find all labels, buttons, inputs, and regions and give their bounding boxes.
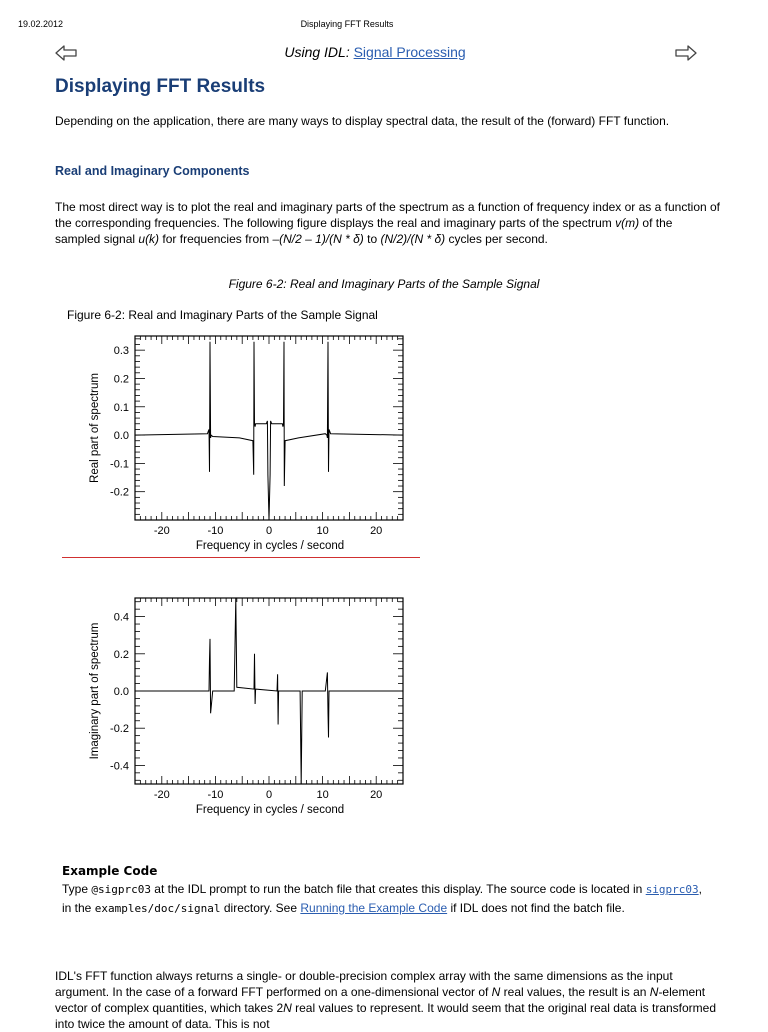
running-example-code-link[interactable]: Running the Example Code — [300, 901, 448, 915]
x-tick-label: 10 — [316, 789, 329, 801]
batch-command: @sigprc03 — [91, 883, 151, 896]
y-tick-label: 0.4 — [113, 611, 129, 624]
plot-frame — [135, 336, 403, 520]
imaginary-part-chart — [80, 594, 420, 819]
example-text: if IDL does not find the batch file. — [447, 901, 625, 915]
body-text: real values, the result is an — [500, 985, 650, 999]
body-text: real values to represent. It would seem that the original real data is transformed into twice the amount of data. This is not — [55, 1001, 717, 1031]
print-date: 19.02.2012 — [18, 19, 64, 29]
body-var-vm: v(m) — [615, 216, 640, 230]
y-tick-label: 0.0 — [113, 686, 129, 698]
example-text: directory. See — [220, 901, 301, 915]
imaginary-series-line — [135, 598, 403, 784]
y-tick-label: -0.2 — [110, 486, 129, 499]
breadcrumb-prefix: Using IDL: — [284, 44, 354, 60]
y-tick-label: 0.1 — [113, 401, 129, 414]
right-arrow-icon[interactable] — [675, 45, 697, 61]
y-tick-label: -0.2 — [110, 723, 129, 736]
example-code-heading: Example Code — [62, 864, 158, 878]
real-part-chart — [80, 330, 420, 555]
fft-description-paragraph — [55, 968, 725, 1032]
figure-caption: Figure 6-2: Real and Imaginary Parts of the Sample Signal — [228, 277, 540, 291]
x-tick-label: 10 — [316, 525, 329, 537]
body-text: IDL's FFT function always returns a single- or double-precision complex array with the same dimensions as the input argument. In the case of a forward FFT performed on a one-dimensional vector of — [55, 969, 673, 999]
x-tick-label: 20 — [370, 525, 383, 537]
x-axis-label: Frequency in cycles / second — [195, 804, 345, 816]
x-tick-label: -20 — [153, 789, 170, 801]
directory-path: examples/doc/signal — [94, 902, 221, 915]
x-tick-label: 0 — [265, 789, 273, 801]
figure-image-caption: Figure 6-2: Real and Imaginary Parts of the Sample Signal — [67, 308, 378, 322]
example-text: at the IDL prompt to run the batch file that creates this display. The source code is located in — [150, 882, 646, 896]
example-text: Type — [62, 882, 92, 896]
print-title: Displaying FFT Results — [300, 19, 394, 29]
x-axis-label: Frequency in cycles / second — [195, 540, 345, 552]
intro-paragraph: Depending on the application, there are many ways to display spectral data, the result of the (forward) FFT function. — [55, 114, 670, 128]
signal-processing-link[interactable]: Signal Processing — [353, 44, 466, 60]
y-tick-label: 0.2 — [113, 373, 129, 386]
source-file-link[interactable]: sigprc03 — [645, 883, 699, 896]
body-formula: (N/2)/(N * δ) — [380, 232, 446, 246]
x-tick-label: 0 — [265, 525, 273, 537]
y-tick-label: 0.0 — [113, 430, 129, 443]
section-heading: Real and Imaginary Components — [55, 164, 250, 178]
x-tick-label: -10 — [207, 789, 224, 801]
body-text: to — [363, 232, 381, 246]
body-var-uk: u(k) — [138, 232, 160, 246]
x-tick-label: -10 — [207, 525, 224, 537]
example-text: , in the — [62, 882, 703, 915]
var-n: N — [283, 1001, 292, 1015]
body-text: The most direct way is to plot the real and imaginary parts of the spectrum as a function of frequency index or as a function of the corresponding frequencies. The following figure displays the real and imaginary parts of the spectrum — [55, 200, 721, 230]
x-tick-label: 20 — [370, 789, 383, 801]
body-text: cycles per second. — [445, 232, 548, 246]
y-axis-label: Real part of spectrum — [89, 373, 101, 483]
var-n: N — [491, 985, 501, 999]
breadcrumb — [0, 44, 750, 60]
y-tick-label: 0.2 — [113, 648, 129, 661]
page-title: Displaying FFT Results — [55, 76, 266, 97]
body-text: for frequencies from — [159, 232, 273, 246]
body-paragraph — [55, 199, 720, 247]
example-code-paragraph — [62, 880, 702, 918]
y-tick-label: -0.1 — [110, 458, 129, 471]
body-formula: –(N/2 – 1)/(N * δ) — [272, 232, 364, 246]
y-tick-label: -0.4 — [110, 760, 129, 773]
y-axis-label: Imaginary part of spectrum — [89, 622, 101, 760]
divider — [62, 557, 420, 558]
var-n: N — [649, 985, 659, 999]
y-tick-label: 0.3 — [113, 345, 129, 358]
body-text: of the sampled signal — [55, 216, 673, 246]
real-series-line — [135, 342, 403, 520]
body-text: -element vector of complex quantities, which takes 2 — [55, 985, 706, 1015]
x-tick-label: -20 — [153, 525, 170, 537]
